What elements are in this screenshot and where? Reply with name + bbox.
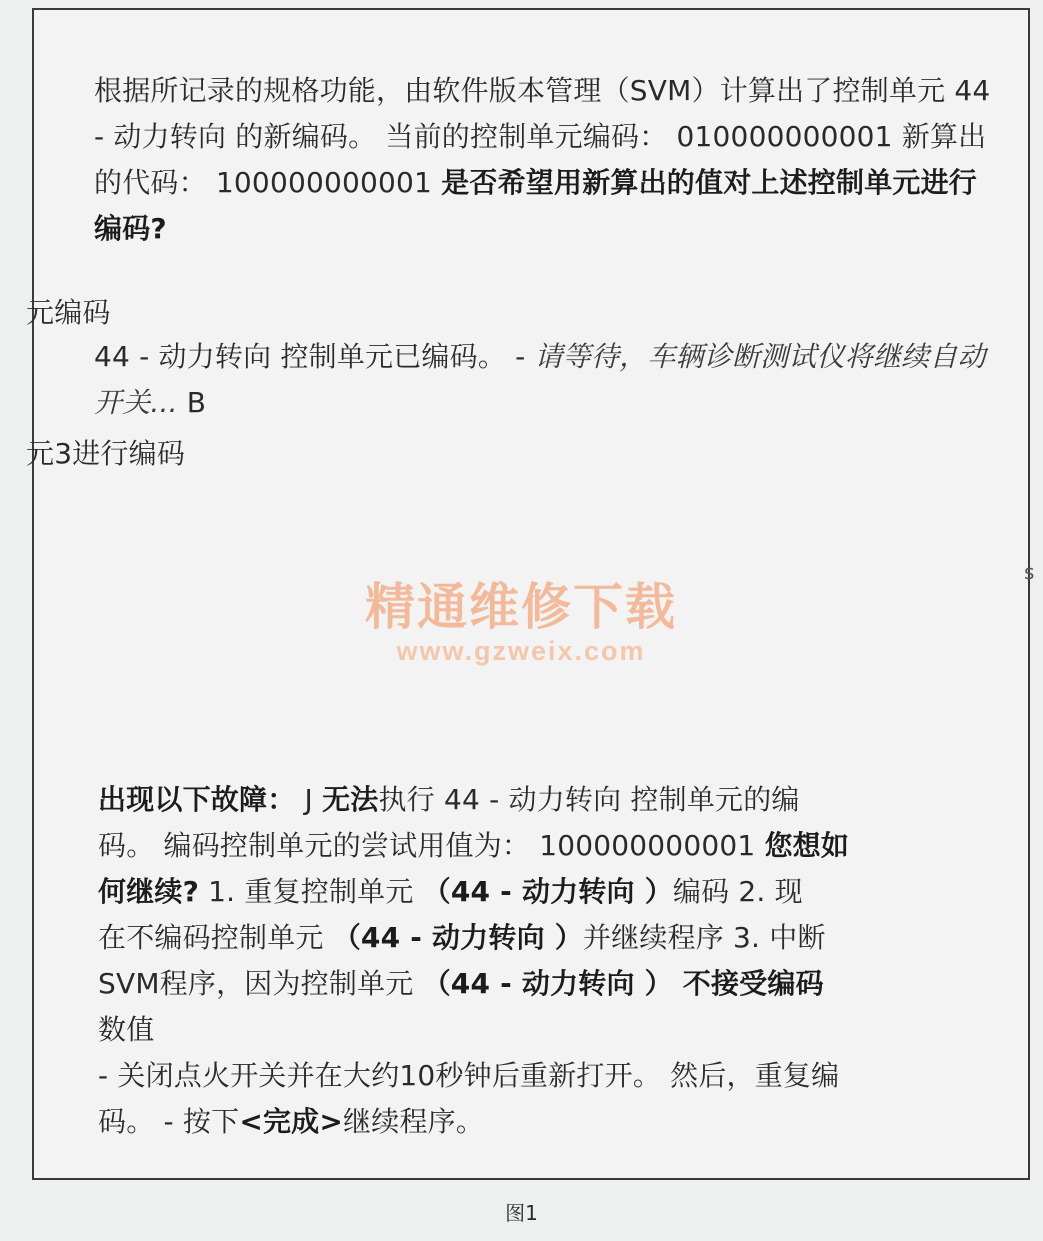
heading-coding: 元编码 xyxy=(26,296,111,329)
paragraph-fault xyxy=(98,777,998,1145)
paragraph-coded xyxy=(94,334,999,426)
fault-line-5: SVM程序，因为控制单元 （44 - 动力转向 ） 不接受编码 xyxy=(98,967,824,1000)
new-code-question: 是否希望用新算出的值对上述控制单元进行编码? xyxy=(94,166,977,245)
fault-line-7: - 关闭点火开关并在大约10秒钟后重新打开。 然后，重复编 xyxy=(98,1059,840,1092)
watermark-url: www.gzweix.com xyxy=(396,636,646,666)
new-code-text: 根据所记录的规格功能，由软件版本管理（SVM）计算出了控制单元 44 - 动力转向 的新编码。 当前的控制单元编码： 010000000001 新算出的代码： 100000000001 xyxy=(94,74,991,199)
fault-line-6: 数值 xyxy=(98,1013,155,1046)
coded-marker: B xyxy=(177,386,207,419)
edge-mark: s xyxy=(1024,560,1035,584)
fault-line-3: 何继续? 1. 重复控制单元 （44 - 动力转向 ）编码 2. 现 xyxy=(98,875,803,908)
fault-line-8: 码。 - 按下<完成>继续程序。 xyxy=(98,1105,485,1138)
heading-coding-3: 元3进行编码 xyxy=(26,437,186,470)
watermark-chinese: 精通维修下载 xyxy=(365,578,677,636)
coded-text: 44 - 动力转向 控制单元已编码。 - xyxy=(94,340,535,373)
fault-line-1: 出现以下故障： J 无法执行 44 - 动力转向 控制单元的编 xyxy=(98,783,800,816)
paragraph-new-code xyxy=(94,68,994,252)
figure-caption: 图1 xyxy=(505,1201,538,1225)
coded-wait-text: 请等待，车辆诊断测试仪将继续自动开关... xyxy=(94,340,986,419)
fault-line-2: 码。 编码控制单元的尝试用值为： 100000000001 您想如 xyxy=(98,829,850,862)
fault-line-4: 在不编码控制单元 （44 - 动力转向 ）并继续程序 3. 中断 xyxy=(98,921,826,954)
